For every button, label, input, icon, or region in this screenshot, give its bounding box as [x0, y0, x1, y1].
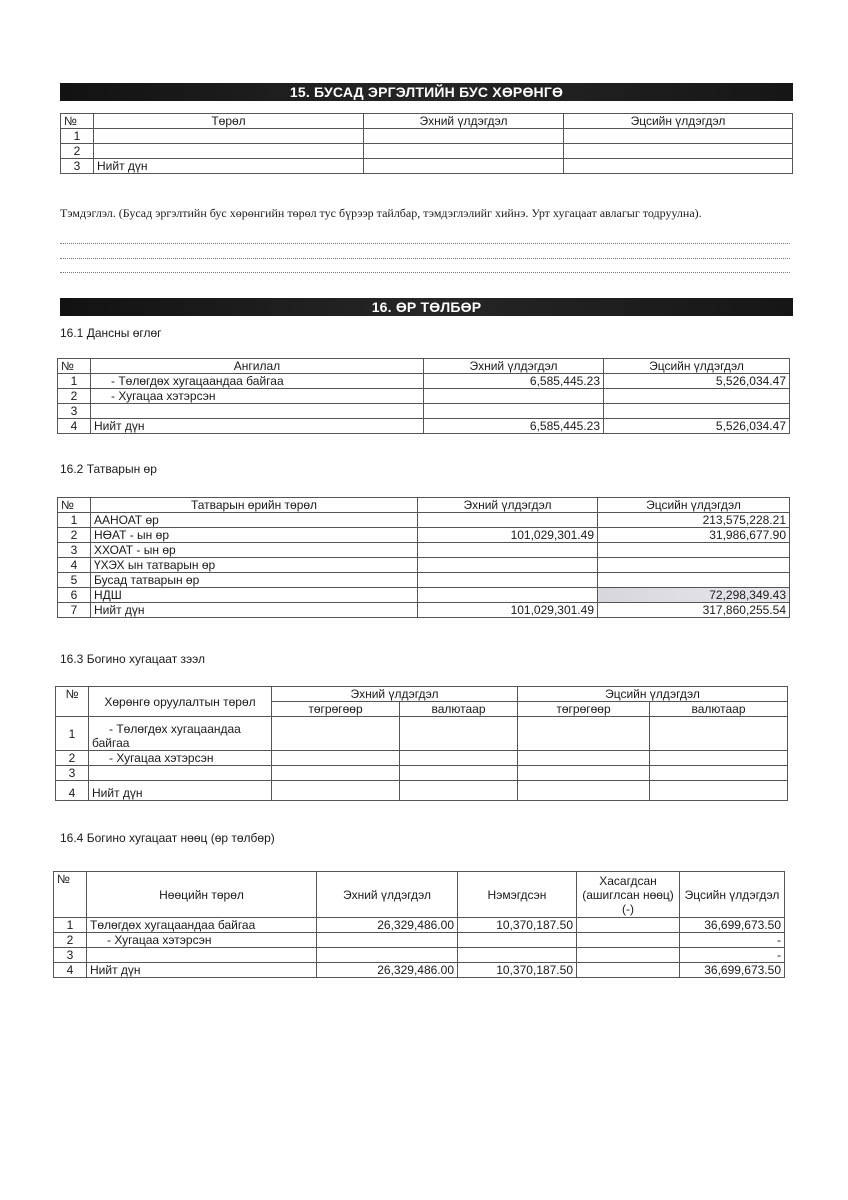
row-label: - Хугацаа хэтэрсэн [89, 751, 272, 766]
table-row [58, 543, 790, 558]
row-start [418, 573, 598, 588]
col-type: Төрөл [94, 114, 364, 129]
row-label: - Төлөгдөх хугацаандаа байгаа [89, 717, 272, 751]
row-end [598, 573, 790, 588]
row-start: 26,329,486.00 [317, 918, 458, 933]
table-row [56, 766, 788, 781]
table-row [54, 948, 785, 963]
row-start: 101,029,301.49 [418, 528, 598, 543]
row-start-fx [400, 717, 518, 751]
row-start-mnt [272, 717, 400, 751]
row-added [458, 948, 577, 963]
row-no: 2 [56, 751, 89, 766]
col-start: Эхний үлдэгдэл [424, 359, 604, 374]
row-label [89, 766, 272, 781]
row-label: ААНОАТ өр [91, 513, 418, 528]
table-row [58, 513, 790, 528]
col-end-group: Эцсийн үлдэгдэл [518, 687, 788, 702]
row-start-mnt [272, 751, 400, 766]
row-end: 317,860,255.54 [598, 603, 790, 618]
row-end-fx [650, 781, 788, 801]
row-label: ҮХЭХ ын татварын өр [91, 558, 418, 573]
row-no: 2 [58, 528, 91, 543]
subsection-16-3-title: 16.3 Богино хугацаат зээл [60, 652, 206, 666]
table-row [54, 963, 785, 978]
row-no: 4 [54, 963, 87, 978]
row-deducted [577, 948, 680, 963]
col-end-fx: валютаар [650, 702, 788, 717]
row-no: 4 [58, 558, 91, 573]
col-end: Эцсийн үлдэгдэл [604, 359, 790, 374]
row-label: Төлөгдөх хугацаандаа байгаа [87, 918, 317, 933]
other-noncurrent-assets-table [60, 113, 793, 174]
col-tax-type: Татварын өрийн төрөл [91, 498, 418, 513]
table-row [58, 419, 790, 434]
col-end: Эцсийн үлдэгдэл [598, 498, 790, 513]
row-label: Нийт дүн [87, 963, 317, 978]
row-no: 4 [56, 781, 89, 801]
col-no: № [58, 359, 91, 374]
row-end: 36,699,673.50 [680, 918, 785, 933]
row-no: 1 [61, 129, 94, 144]
table-row [58, 389, 790, 404]
col-start: Эхний үлдэгдэл [418, 498, 598, 513]
col-start: Эхний үлдэгдэл [364, 114, 564, 129]
col-no: № [56, 687, 89, 717]
row-no: 1 [58, 513, 91, 528]
col-end: Эцсийн үлдэгдэл [680, 872, 785, 918]
row-no: 4 [58, 419, 91, 434]
row-no: 5 [58, 573, 91, 588]
table-row [58, 374, 790, 389]
col-deducted: Хасагдсан (ашиглсан нөөц) (-) [577, 872, 680, 918]
row-label: Нийт дүн [91, 603, 418, 618]
row-end [604, 404, 790, 419]
table-row [61, 144, 793, 159]
row-no: 3 [54, 948, 87, 963]
row-end: - [680, 948, 785, 963]
row-no: 2 [58, 389, 91, 404]
row-label: НДШ [91, 588, 418, 603]
row-label [91, 404, 424, 419]
subsection-16-1-title: 16.1 Дансны өглөг [60, 326, 162, 340]
row-start: 26,329,486.00 [317, 963, 458, 978]
row-start [418, 513, 598, 528]
row-added [458, 933, 577, 948]
row-end-mnt [518, 781, 650, 801]
row-start [317, 948, 458, 963]
row-no: 1 [58, 374, 91, 389]
row-end-mnt [518, 751, 650, 766]
table-row [56, 751, 788, 766]
col-no: № [61, 114, 94, 129]
row-end [598, 558, 790, 573]
note-line [60, 243, 790, 244]
col-start: Эхний үлдэгдэл [317, 872, 458, 918]
row-start [364, 129, 564, 144]
row-end-fx [650, 717, 788, 751]
row-label [94, 144, 364, 159]
row-end [564, 159, 793, 174]
row-start-fx [400, 751, 518, 766]
row-start: 6,585,445.23 [424, 374, 604, 389]
col-end-mnt: төгрөгөөр [518, 702, 650, 717]
note-line [60, 272, 790, 273]
row-no: 7 [58, 603, 91, 618]
row-start [424, 389, 604, 404]
col-added: Нэмэгдсэн [458, 872, 577, 918]
row-no: 1 [54, 918, 87, 933]
section-16-title: 16. ӨР ТӨЛБӨР [60, 298, 793, 316]
row-label [87, 948, 317, 963]
row-label: Нийт дүн [91, 419, 424, 434]
row-end: 72,298,349.43 [598, 588, 790, 603]
row-end-fx [650, 751, 788, 766]
row-start-mnt [272, 766, 400, 781]
col-provision-type: Нөөцийн төрөл [87, 872, 317, 918]
row-label: НӨАТ - ын өр [91, 528, 418, 543]
short-term-provisions-table [53, 871, 785, 978]
row-start: 6,585,445.23 [424, 419, 604, 434]
row-no: 2 [61, 144, 94, 159]
row-end: - [680, 933, 785, 948]
row-start-mnt [272, 781, 400, 801]
row-end-mnt [518, 717, 650, 751]
row-start [418, 588, 598, 603]
row-no: 3 [58, 543, 91, 558]
row-label: - Хугацаа хэтэрсэн [87, 933, 317, 948]
row-end-fx [650, 766, 788, 781]
section-15-title: 15. БУСАД ЭРГЭЛТИЙН БУС ХӨРӨНГӨ [60, 83, 793, 101]
row-end: 5,526,034.47 [604, 419, 790, 434]
col-category: Ангилал [91, 359, 424, 374]
row-no: 3 [56, 766, 89, 781]
row-start [364, 144, 564, 159]
row-added: 10,370,187.50 [458, 963, 577, 978]
col-investment-type: Хөрөнгө оруулалтын төрөл [89, 687, 272, 717]
row-no: 6 [58, 588, 91, 603]
row-label: Бусад татварын өр [91, 573, 418, 588]
row-label: Нийт дүн [89, 781, 272, 801]
row-no: 3 [61, 159, 94, 174]
row-end [598, 543, 790, 558]
row-start: 101,029,301.49 [418, 603, 598, 618]
table-row [56, 717, 788, 751]
col-end: Эцсийн үлдэгдэл [564, 114, 793, 129]
tax-payable-table [57, 497, 790, 618]
row-start [418, 543, 598, 558]
row-deducted [577, 918, 680, 933]
row-end: 5,526,034.47 [604, 374, 790, 389]
table-row [61, 129, 793, 144]
row-start-fx [400, 781, 518, 801]
table-row [58, 558, 790, 573]
row-end: 36,699,673.50 [680, 963, 785, 978]
col-no: № [54, 872, 87, 918]
row-label: - Төлөгдөх хугацаандаа байгаа [91, 374, 424, 389]
row-deducted [577, 963, 680, 978]
table-row [54, 933, 785, 948]
table-row [56, 781, 788, 801]
table-row [58, 588, 790, 603]
row-end: 31,986,677.90 [598, 528, 790, 543]
row-label: - Хугацаа хэтэрсэн [91, 389, 424, 404]
table-row [58, 573, 790, 588]
row-no: 1 [56, 717, 89, 751]
row-end [564, 129, 793, 144]
table-row [54, 918, 785, 933]
col-start-group: Эхний үлдэгдэл [272, 687, 518, 702]
row-no: 3 [58, 404, 91, 419]
col-start-fx: валютаар [400, 702, 518, 717]
row-no: 2 [54, 933, 87, 948]
row-start [418, 558, 598, 573]
table-row [58, 528, 790, 543]
row-end [604, 389, 790, 404]
row-end [564, 144, 793, 159]
row-label [94, 129, 364, 144]
section-15-note: Тэмдэглэл. (Бусад эргэлтийн бус хөрөнгийн төрөл тус бүрээр тайлбар, тэмдэглэлийг хийнэ. Урт хугацаат авлагыг тодруулна). [60, 206, 702, 220]
row-label: Нийт дүн [94, 159, 364, 174]
row-start-fx [400, 766, 518, 781]
row-start [317, 933, 458, 948]
table-row [58, 603, 790, 618]
row-end: 213,575,228.21 [598, 513, 790, 528]
row-label: ХХОАТ - ын өр [91, 543, 418, 558]
accounts-payable-table [57, 358, 790, 434]
table-row [58, 404, 790, 419]
table-row [61, 159, 793, 174]
short-term-loans-table [55, 686, 788, 801]
col-start-mnt: төгрөгөөр [272, 702, 400, 717]
col-no: № [58, 498, 91, 513]
subsection-16-4-title: 16.4 Богино хугацаат нөөц (өр төлбөр) [60, 831, 275, 845]
subsection-16-2-title: 16.2 Татварын өр [60, 462, 157, 476]
row-start [424, 404, 604, 419]
row-deducted [577, 933, 680, 948]
note-line [60, 258, 790, 259]
row-end-mnt [518, 766, 650, 781]
row-added: 10,370,187.50 [458, 918, 577, 933]
row-start [364, 159, 564, 174]
